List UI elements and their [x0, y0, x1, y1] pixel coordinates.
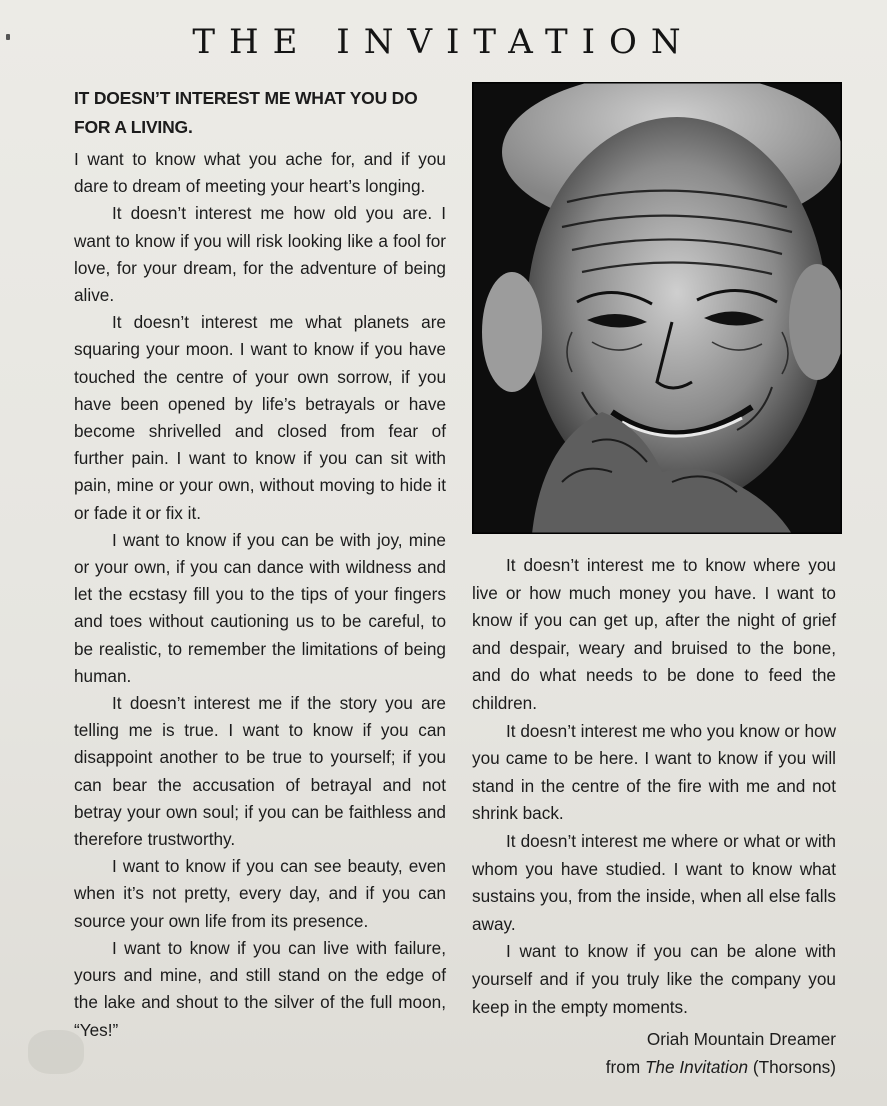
paragraph: It doesn’t interest me to know where you live or how much money you have. I want to know if you can get up, after the night of grief and despair, weary and bruised to the bone, and do what needs to be done to feed the children. — [472, 555, 836, 713]
source-line — [472, 1053, 836, 1081]
paragraph: I want to know if you can live with failure, yours and mine, and still stand on the edge of the lake and shout to the silver of the full moon, “Yes!” — [74, 937, 446, 1040]
paragraph: I want to know if you can be with joy, mine or your own, if you can dance with wildness and let the ecstasy fill you to the tips of your fingers and toes without cautioning us to be careful, to be realistic, to remember the limitations of being human. — [74, 529, 446, 686]
source-prefix: from — [605, 1057, 645, 1078]
portrait-image — [472, 82, 842, 534]
source-title: The Invitation — [644, 1057, 749, 1078]
heading: IT DOESN’T INTEREST ME WHAT YOU DO FOR A LIVING. — [74, 88, 418, 137]
paragraph: I want to know if you can see beauty, even when it’s not pretty, every day, and if you can source your own life from its presence. — [74, 856, 446, 931]
paragraph: It doesn’t interest me how old you are. I want to know if you will risk looking like a fool for love, for your dream, for the adventure of being alive. — [74, 203, 446, 306]
old-man-portrait-illustration — [472, 82, 842, 534]
left-column — [74, 84, 446, 1044]
paragraph: It doesn’t interest me if the story you are telling me is true. I want to know if you can disappoint another to be true to yourself; if you can bear the accusation of betrayal and not betray your own soul; if you can be faithless and therefore trustworthy. — [74, 693, 446, 850]
paragraph: It doesn’t interest me what planets are squaring your moon. I want to know if you have touched the centre of your own sorrow, if you have been opened by life’s betrayals or have become shrivelled and closed from fear of further pain. I want to know if you can sit with pain, mine or your own, without moving to hide it or fade it or fix it. — [74, 312, 446, 523]
right-column — [472, 552, 836, 1081]
paragraph: I want to know what you ache for, and if you dare to dream of meeting your heart’s longing. — [74, 149, 446, 197]
source-publisher: (Thorsons) — [748, 1057, 836, 1078]
author-name: Oriah Mountain Dreamer — [646, 1029, 836, 1050]
paragraph: It doesn’t interest me where or what or with whom you have studied. I want to know what sustains you, from the inside, when all else falls away. — [472, 830, 836, 934]
paragraph: It doesn’t interest me who you know or how you came to be here. I want to know if you will stand in the centre of the fire with me and not shrink back. — [472, 720, 836, 824]
page-title: THE INVITATION — [192, 22, 695, 62]
signature-block — [472, 1025, 836, 1081]
paragraph: I want to know if you can be alone with yourself and if you truly like the company you keep in the empty moments. — [472, 941, 836, 1017]
